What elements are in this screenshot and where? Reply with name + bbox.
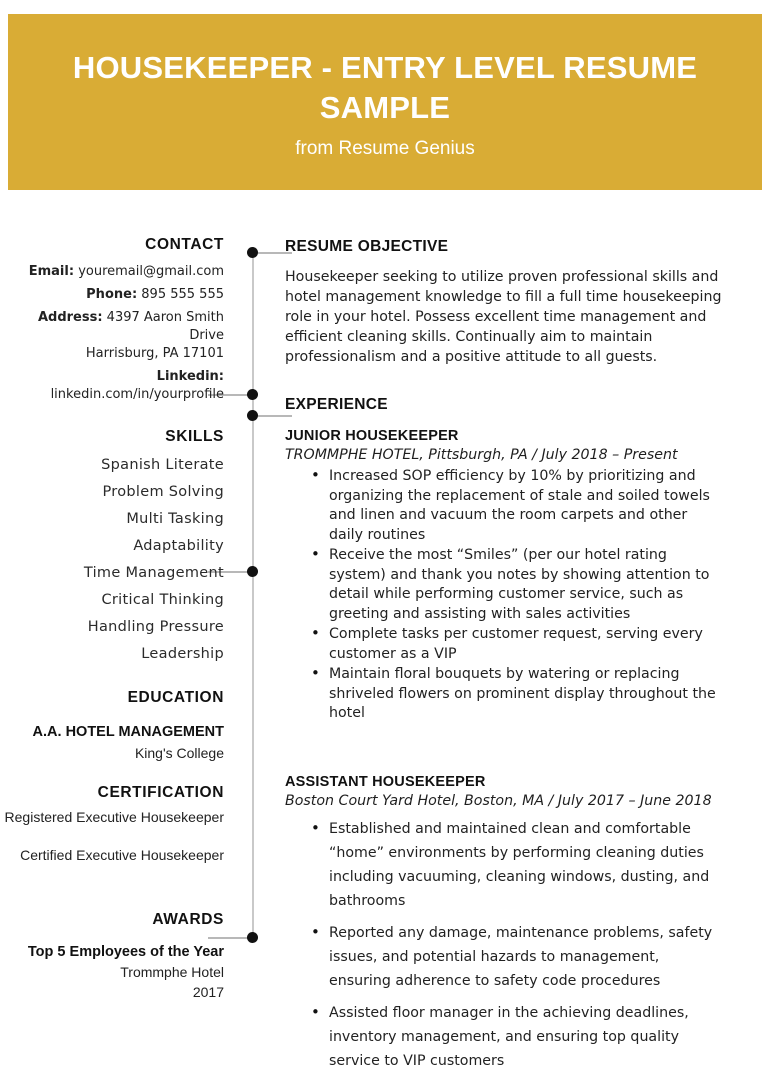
job-title: ASSISTANT HOUSEKEEPER — [285, 773, 486, 790]
contact-row-email — [0, 263, 224, 281]
sidebar — [0, 236, 224, 1002]
header-subtitle: from Resume Genius — [295, 138, 475, 159]
award-organization: Trommphe Hotel — [120, 964, 224, 980]
contact-value-address-line2: Harrisburg, PA 17101 — [85, 346, 224, 361]
skill-item: Adaptability — [133, 538, 224, 554]
job-title: JUNIOR HOUSEKEEPER — [285, 428, 459, 444]
skill-item: Handling Pressure — [87, 619, 224, 635]
job-bullet: • Receive the most “Smiles” (per our hotel rating system) and thank you notes by showing attention to detail while performing customer service, such as greeting and assisting with sales activities — [329, 546, 725, 624]
objective-heading: RESUME OBJECTIVE — [285, 238, 449, 255]
contact-value-phone[interactable]: 895 555 555 — [141, 287, 224, 302]
timeline-vertical-line — [252, 248, 254, 934]
timeline-dot-experience — [247, 410, 258, 421]
skill-item: Problem Solving — [102, 484, 224, 500]
job-bullet: • Complete tasks per customer request, serving every customer as a VIP — [329, 625, 725, 664]
job-bullet: • Increased SOP efficiency by 10% by prioritizing and organizing the replacement of stale and soiled towels and linen and vacuum the room carpets and other daily routines — [329, 467, 725, 545]
skill-item: Time Management — [83, 565, 224, 581]
timeline-dot-mid — [247, 566, 258, 577]
certification-item: Certified Executive Housekeeper — [20, 847, 224, 863]
contact-heading: CONTACT — [145, 236, 224, 253]
contact-row-address-line2 — [0, 345, 224, 363]
contact-row-linkedin — [0, 368, 224, 404]
skill-item: Spanish Literate — [101, 457, 224, 473]
education-heading: EDUCATION — [127, 689, 224, 706]
contact-row-address — [0, 309, 224, 345]
experience-section — [285, 396, 725, 1073]
skill-item: Multi Tasking — [126, 511, 224, 527]
contact-value-linkedin[interactable]: linkedin.com/in/yourprofile — [50, 387, 224, 402]
job-bullet: • Maintain floral bouquets by watering or replacing shriveled flowers on prominent display throughout the hotel — [329, 665, 725, 724]
education-school: King's College — [134, 745, 224, 761]
education-entry — [0, 723, 224, 763]
resume-header-banner — [8, 14, 762, 190]
contact-row-phone — [0, 286, 224, 304]
contact-label-address: Address: — [37, 310, 103, 325]
certification-heading: CERTIFICATION — [97, 784, 224, 801]
job-bullet-list — [285, 467, 725, 724]
skills-section — [0, 428, 224, 668]
objective-text: Housekeeper seeking to utilize proven professional skills and hotel management knowledge to fill a full time housekeeping role in your hotel. Possess excellent time management and efficient cleaning skills. Continually aim to maintain professionalism and a positive attitude to all guests. — [285, 269, 722, 365]
education-section — [0, 689, 224, 763]
skills-list — [0, 452, 224, 668]
job-bullet: • Assisted floor manager in the achieving deadlines, inventory management, and ensuring top quality service to VIP customers — [329, 1001, 725, 1073]
timeline-dot-contact — [247, 247, 258, 258]
page-title: HOUSEKEEPER - ENTRY LEVEL RESUME SAMPLE — [72, 50, 698, 125]
skill-item: Critical Thinking — [101, 592, 224, 608]
job-meta: TROMMPHE HOTEL, Pittsburgh, PA / July 2018 – Present — [285, 447, 678, 463]
certification-item: Registered Executive Housekeeper — [4, 809, 224, 825]
contact-value-email[interactable]: youremail@gmail.com — [78, 264, 224, 279]
job-bullet-list — [285, 817, 725, 1073]
job-bullet: • Reported any damage, maintenance problems, safety issues, and potential hazards to management, ensuring adherence to safety code procedures — [329, 921, 725, 993]
contact-section — [0, 236, 224, 404]
contact-label-phone: Phone: — [86, 287, 138, 302]
education-degree: A.A. HOTEL MANAGEMENT — [32, 724, 224, 740]
awards-section — [0, 911, 224, 1002]
timeline-dot-awards — [247, 932, 258, 943]
skills-heading: SKILLS — [165, 428, 224, 445]
job-bullet: • Established and maintained clean and comfortable “home” environments by performing cleaning duties including vacuuming, cleaning windows, dusting, and bathrooms — [329, 817, 725, 913]
main-content — [285, 238, 725, 1074]
experience-job — [285, 774, 725, 1073]
award-name: Top 5 Employees of the Year — [27, 944, 224, 960]
certification-section — [0, 784, 224, 865]
objective-section — [285, 238, 725, 367]
contact-label-email: Email: — [28, 264, 75, 279]
job-meta: Boston Court Yard Hotel, Boston, MA / July 2017 – June 2018 — [285, 792, 712, 809]
contact-label-linkedin: Linkedin: — [156, 369, 224, 384]
awards-heading: AWARDS — [152, 911, 224, 928]
award-year: 2017 — [192, 984, 224, 1000]
timeline-dot-skills — [247, 389, 258, 400]
experience-heading: EXPERIENCE — [285, 396, 388, 413]
experience-job — [285, 428, 725, 724]
contact-value-address-line1: 4397 Aaron Smith Drive — [106, 310, 224, 343]
skill-item: Leadership — [141, 646, 224, 662]
